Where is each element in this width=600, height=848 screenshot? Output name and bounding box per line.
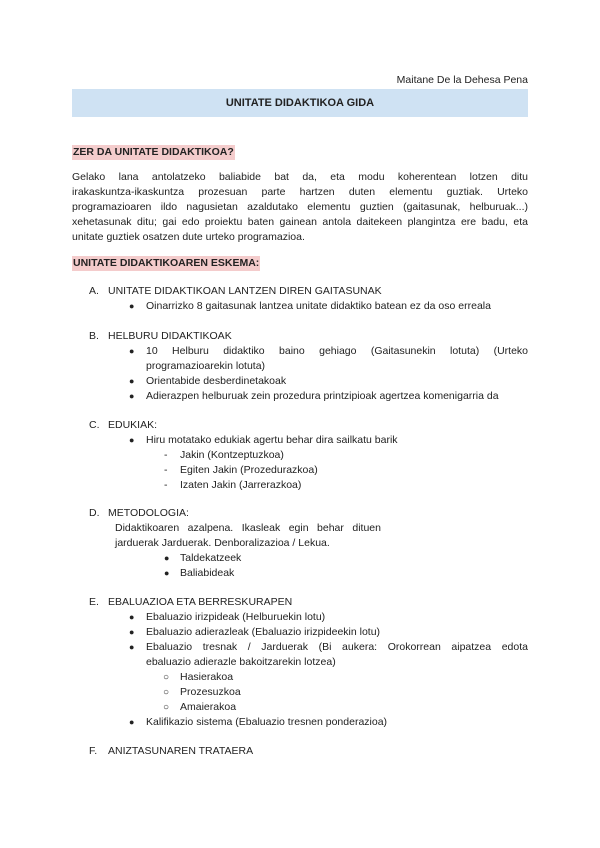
- section-heading-schema: UNITATE DIDAKTIKOAREN ESKEMA:: [73, 257, 260, 269]
- item-letter: A.: [89, 285, 99, 297]
- item-letter: E.: [89, 596, 99, 608]
- item-title: EBALUAZIOA ETA BERRESKURAPEN: [108, 596, 293, 608]
- bullet-text: Oinarrizko 8 gaitasunak lantzea unitate didaktiko batean ez da oso erreala: [146, 300, 491, 312]
- item-title: ANIZTASUNAREN TRATAERA: [108, 745, 254, 757]
- sub-bullet-text: Jakin (Kontzeptuzkoa): [180, 449, 284, 461]
- circle-icon: ○: [163, 672, 170, 683]
- sub-bullet-text: Amaierakoa: [180, 701, 237, 713]
- bullet-text: Ebaluazio tresnak / Jarduerak (Bi aukera: Orokorrean aipatzea edota: [146, 641, 528, 653]
- bullet-icon: ●: [129, 301, 135, 311]
- item-letter: B.: [89, 330, 99, 342]
- sub-bullet-text: Egiten Jakin (Prozedurazkoa): [180, 464, 318, 476]
- bullet-text: Adierazpen helburuak zein prozedura printzipioak agertzea komenigarria da: [146, 390, 499, 402]
- item-letter: C.: [89, 419, 100, 431]
- paragraph-line: irakaskuntza-ikaskuntza prozesuan parte hartzen duten elementu guztiak. Urteko: [72, 186, 528, 198]
- item-title: HELBURU DIDAKTIKOAK: [108, 330, 232, 342]
- sub-bullet-text: Izaten Jakin (Jarrerazkoa): [180, 479, 302, 491]
- bullet-text: Baliabideak: [180, 567, 235, 579]
- bullet-icon: ●: [129, 717, 135, 727]
- bullet-text-continued: programazioarekin lotuta): [146, 360, 266, 372]
- document-title: UNITATE DIDAKTIKOA GIDA: [72, 89, 528, 117]
- bullet-text-continued: ebaluazio adierazle bakoitzarekin lotzea): [146, 656, 336, 668]
- bullet-icon: ●: [164, 568, 170, 578]
- bullet-icon: ●: [129, 642, 135, 652]
- item-title: METODOLOGIA:: [108, 507, 189, 519]
- item-letter: D.: [89, 507, 100, 519]
- item-title: UNITATE DIDAKTIKOAN LANTZEN DIREN GAITASUNAK: [108, 285, 382, 297]
- item-text: jarduerak Jarduerak. Denboralizazioa / Lekua.: [115, 537, 330, 549]
- item-title: EDUKIAK:: [108, 419, 158, 431]
- item-text: Didaktikoaren azalpena. Ikasleak egin behar dituen: [115, 522, 381, 534]
- dash-icon: -: [164, 479, 168, 491]
- paragraph-line: Gelako lana antolatzeko baliabide bat da, eta modu koherentean lotzen ditu: [72, 171, 528, 183]
- dash-icon: -: [164, 464, 168, 476]
- bullet-text: Ebaluazio irizpideak (Helburuekin lotu): [146, 611, 326, 623]
- bullet-icon: ●: [129, 612, 135, 622]
- bullet-icon: ●: [129, 346, 135, 356]
- paragraph-line: programazioaren ildo nagusietan azaldutako elementu guztien (gaitasunak, helburuak...): [72, 201, 528, 213]
- bullet-text: Orientabide desberdinetakoak: [146, 375, 287, 387]
- item-letter: F.: [89, 745, 98, 757]
- bullet-text: Hiru motatako edukiak agertu behar dira sailkatu barik: [146, 434, 398, 446]
- bullet-icon: ●: [129, 627, 135, 637]
- circle-icon: ○: [163, 702, 170, 713]
- bullet-icon: ●: [129, 391, 135, 401]
- bullet-text: Taldekatzeek: [180, 552, 242, 564]
- bullet-text: 10 Helburu didaktiko baino gehiago (Gaitasunekin lotuta) (Urteko: [146, 345, 528, 357]
- dash-icon: -: [164, 449, 168, 461]
- paragraph-line: xehetasunak ditu; gai edo proiektu baten gainean antola daitekeen plangintza ere badu, eta: [72, 216, 528, 228]
- bullet-text: Ebaluazio adierazleak (Ebaluazio irizpideekin lotu): [146, 626, 381, 638]
- sub-bullet-text: Hasierakoa: [180, 671, 234, 683]
- sub-bullet-text: Prozesuzkoa: [180, 686, 241, 698]
- bullet-text: Kalifikazio sistema (Ebaluazio tresnen ponderazioa): [146, 716, 388, 728]
- bullet-icon: ●: [164, 553, 170, 563]
- bullet-icon: ●: [129, 435, 135, 445]
- section-heading-what-is: ZER DA UNITATE DIDAKTIKOA?: [73, 146, 234, 158]
- bullet-icon: ●: [129, 376, 135, 386]
- circle-icon: ○: [163, 687, 170, 698]
- author-name: Maitane De la Dehesa Pena: [396, 74, 528, 86]
- paragraph-line: unitate guztiek osatzen dute urteko programazioa.: [72, 231, 305, 243]
